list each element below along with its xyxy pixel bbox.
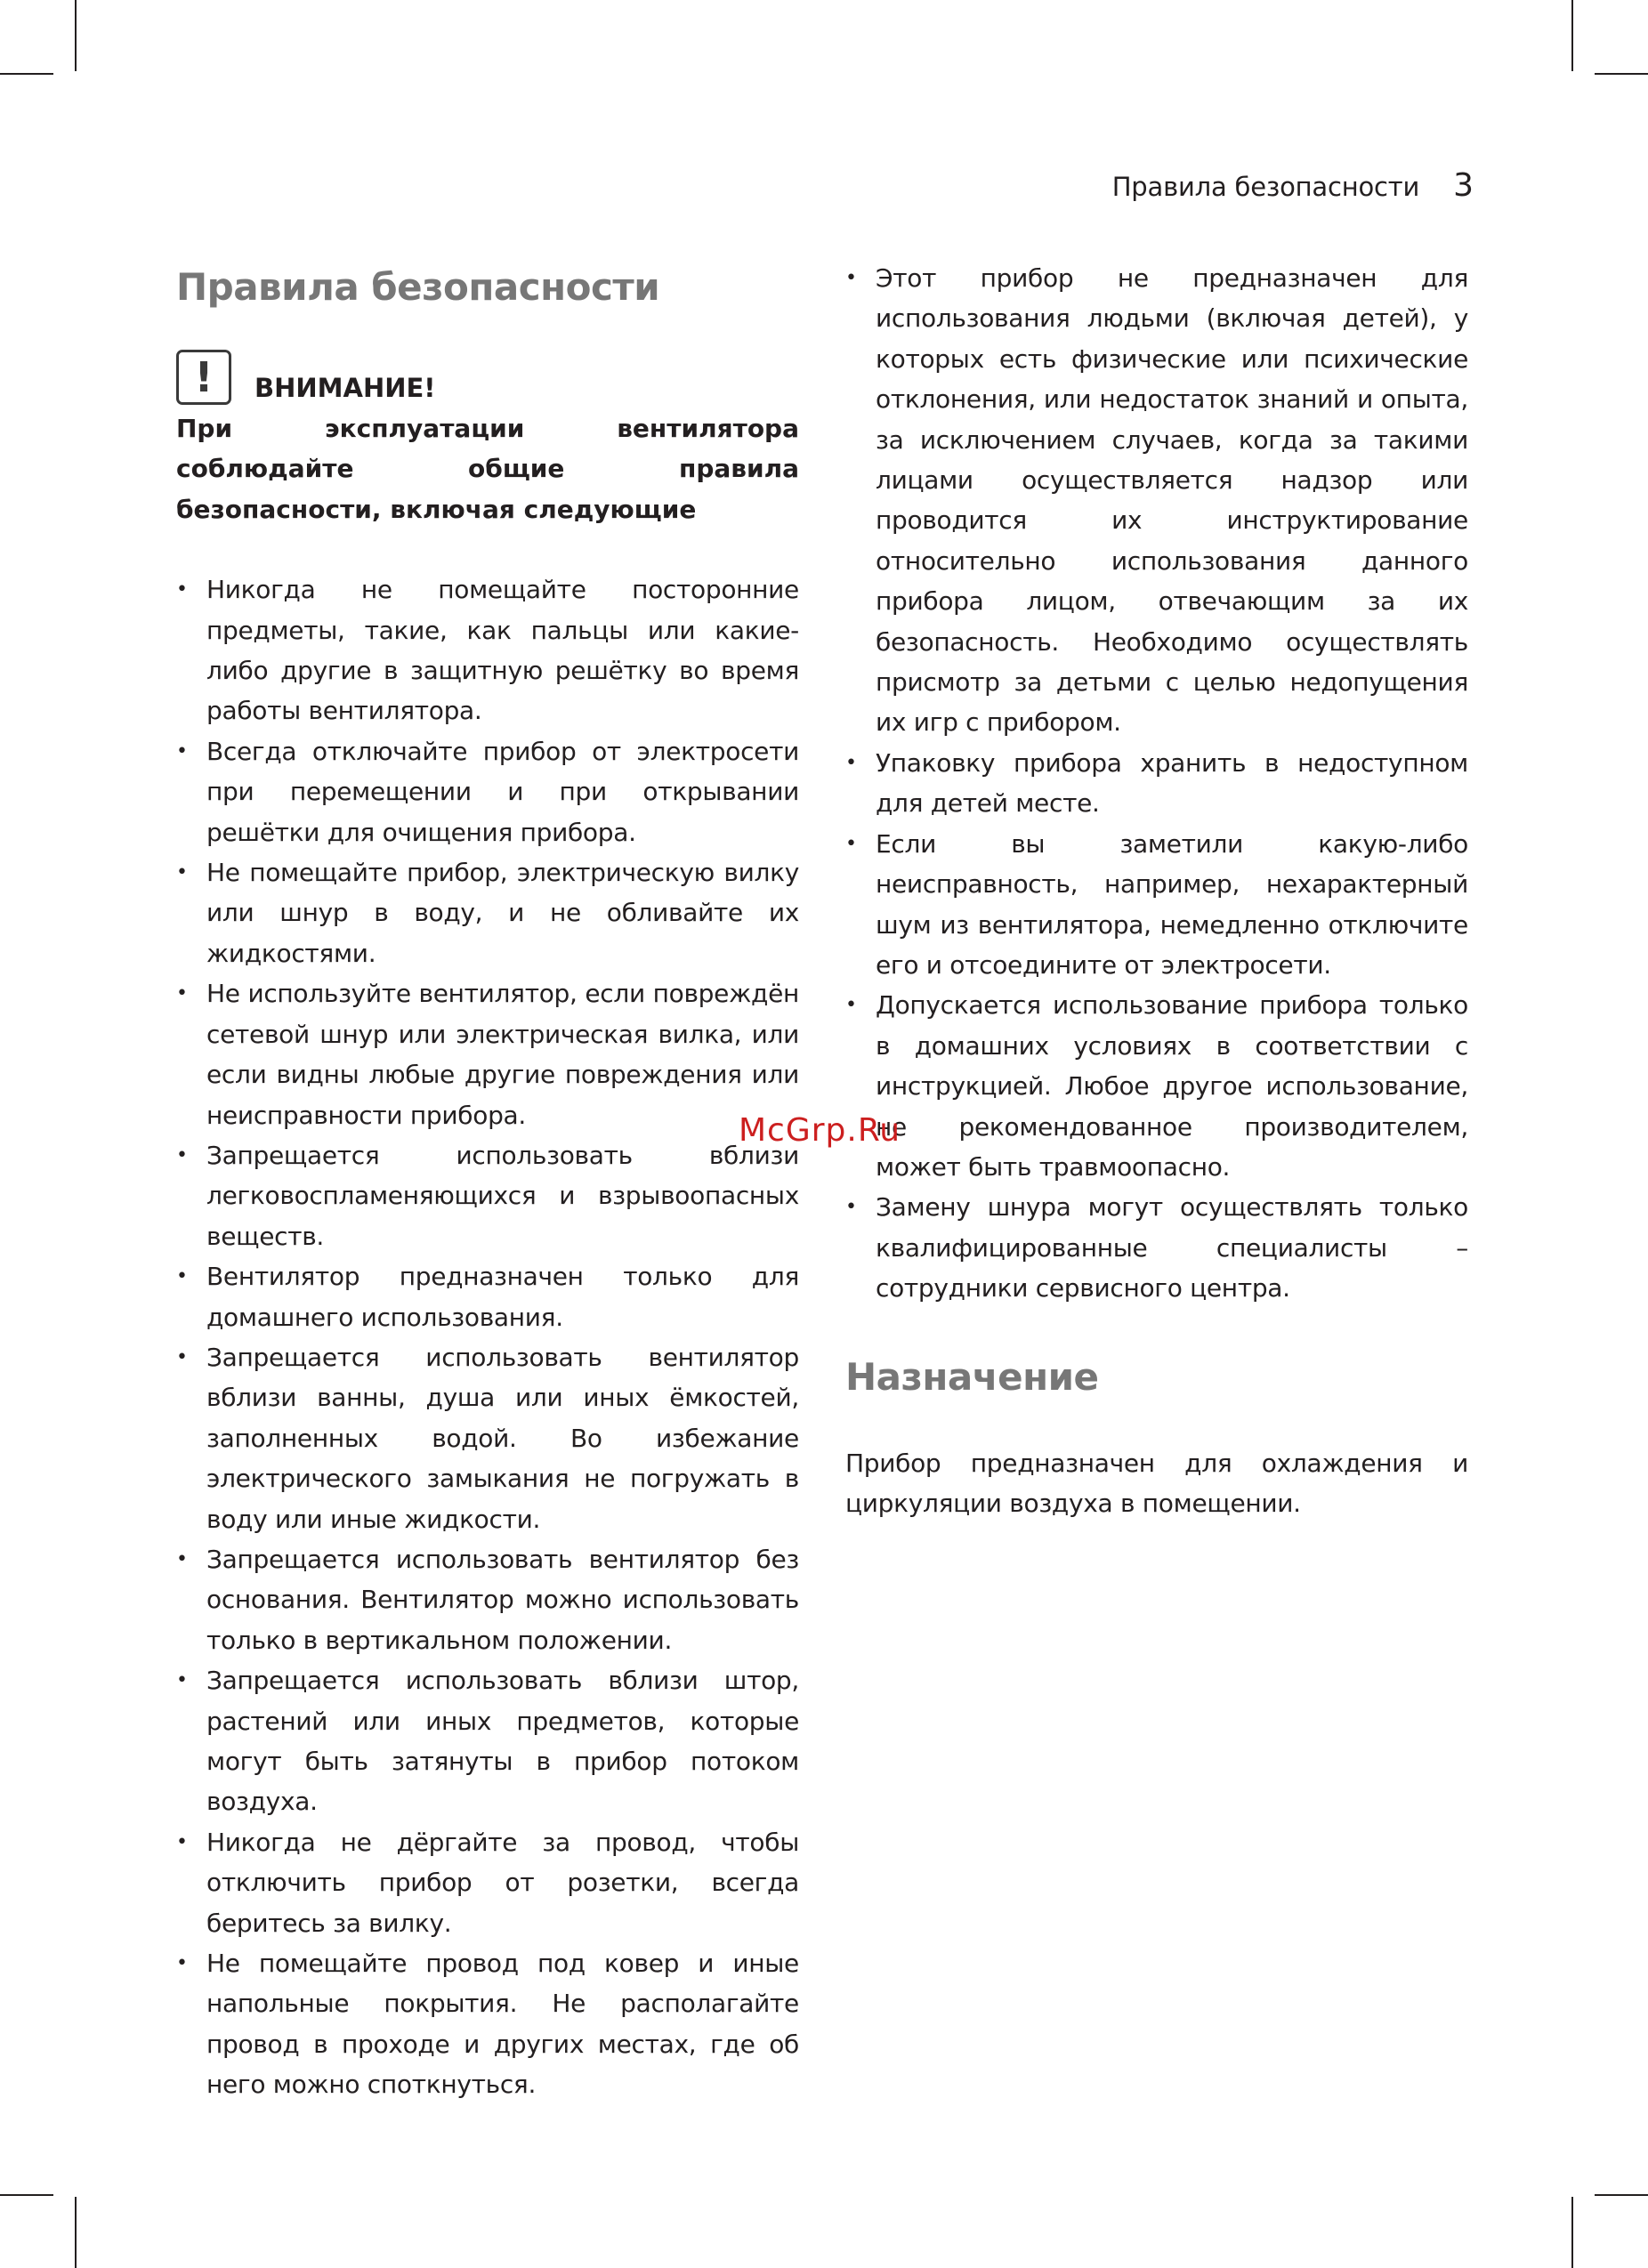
list-item: • Всегда отключайте прибор от электросети при перемещении и при открывании решётки для очищения прибора. <box>176 731 799 852</box>
list-item: • Никогда не дёргайте за провод, чтобы отключить прибор от розетки, всегда беритесь за вилку. <box>176 1822 799 1943</box>
warning-block <box>176 350 799 405</box>
running-header <box>1112 167 1474 204</box>
list-item: • Запрещается использовать вентилятор вблизи ванны, душа или иных ёмкостей, заполненных водой. Во избежание электрического замыкания не погружать в воду или иные жидкости. <box>176 1337 799 1539</box>
crop-mark <box>1571 2197 1573 2268</box>
crop-mark <box>1595 73 1648 75</box>
crop-mark <box>0 73 53 75</box>
list-item: • Этот прибор не предназначен для использования людьми (включая детей), у которых есть физические или психические отклонения, или недостаток знаний и опыта, за исключением случаев, когда за такими лицами осуществляется надзор или проводится их инструктирование относительно использования данного прибора лицом, отвечающим за их безопасность. Необходимо осуществлять присмотр за детьми с целью недопущения их игр с прибором. <box>845 258 1468 743</box>
list-item: • Упаковку прибора хранить в недоступном для детей месте. <box>845 743 1468 824</box>
right-column <box>845 265 1468 1523</box>
section-title-purpose: Назначение <box>845 1354 1099 1399</box>
exclamation-mark: ! <box>194 353 214 401</box>
list-item: • Запрещается использовать вентилятор без основания. Вентилятор можно использовать только в вертикальном положении. <box>176 1539 799 1660</box>
list-item: • Никогда не помещайте посторонние предметы, такие, как пальцы или какие-либо другие в защитную решётку во время работы вентилятора. <box>176 569 799 731</box>
crop-mark <box>1571 0 1573 71</box>
warning-icon <box>176 350 231 405</box>
list-item: • Не помещайте провод под ковер и иные напольные покрытия. Не располагайте провод в проходе и других местах, где об него можно споткнуться. <box>176 1943 799 2105</box>
section-title-safety: Правила безопасности <box>176 265 660 309</box>
safety-list-right <box>845 258 1468 1309</box>
left-column <box>176 265 799 2105</box>
list-item: • Не используйте вентилятор, если повреждён сетевой шнур или электрическая вилка, или если видны любые другие повреждения или неисправности прибора. <box>176 973 799 1135</box>
safety-list-left <box>176 569 799 2104</box>
list-item: • Запрещается использовать вблизи легковоспламеняющихся и взрывоопасных веществ. <box>176 1135 799 1256</box>
crop-mark <box>75 2197 77 2268</box>
crop-mark <box>0 2194 53 2196</box>
list-item: • Замену шнура могут осуществлять только квалифицированные специалисты – сотрудники сервисного центра. <box>845 1187 1468 1308</box>
running-title: Правила безопасности <box>1111 172 1420 202</box>
warning-intro: При эксплуатации вентилятора соблюдайте общие правила безопасности, включая следующие <box>176 414 799 524</box>
crop-mark <box>75 0 77 71</box>
list-item: • Допускается использование прибора только в домашних условиях в соответствии с инструкцией. Любое другое использование, не рекомендованное производителем, может быть травмоопасно. <box>845 985 1468 1187</box>
watermark: McGrp.Ru <box>739 1112 901 1149</box>
page-number: 3 <box>1453 167 1474 204</box>
warning-title: ВНИМАНИЕ! <box>254 373 436 403</box>
list-item: • Вентилятор предназначен только для домашнего использования. <box>176 1256 799 1337</box>
crop-mark <box>1595 2194 1648 2196</box>
list-item: • Запрещается использовать вблизи штор, растений или иных предметов, которые могут быть затянуты в прибор потоком воздуха. <box>176 1660 799 1822</box>
list-item: • Не помещайте прибор, электрическую вилку или шнур в воду, и не обливайте их жидкостями. <box>176 852 799 973</box>
list-item: • Если вы заметили какую-либо неисправность, например, нехарактерный шум из вентилятора, немедленно отключите его и отсоедините от электросети. <box>845 824 1468 986</box>
purpose-paragraph: Прибор предназначен для охлаждения и циркуляции воздуха в помещении. <box>845 1448 1468 1518</box>
